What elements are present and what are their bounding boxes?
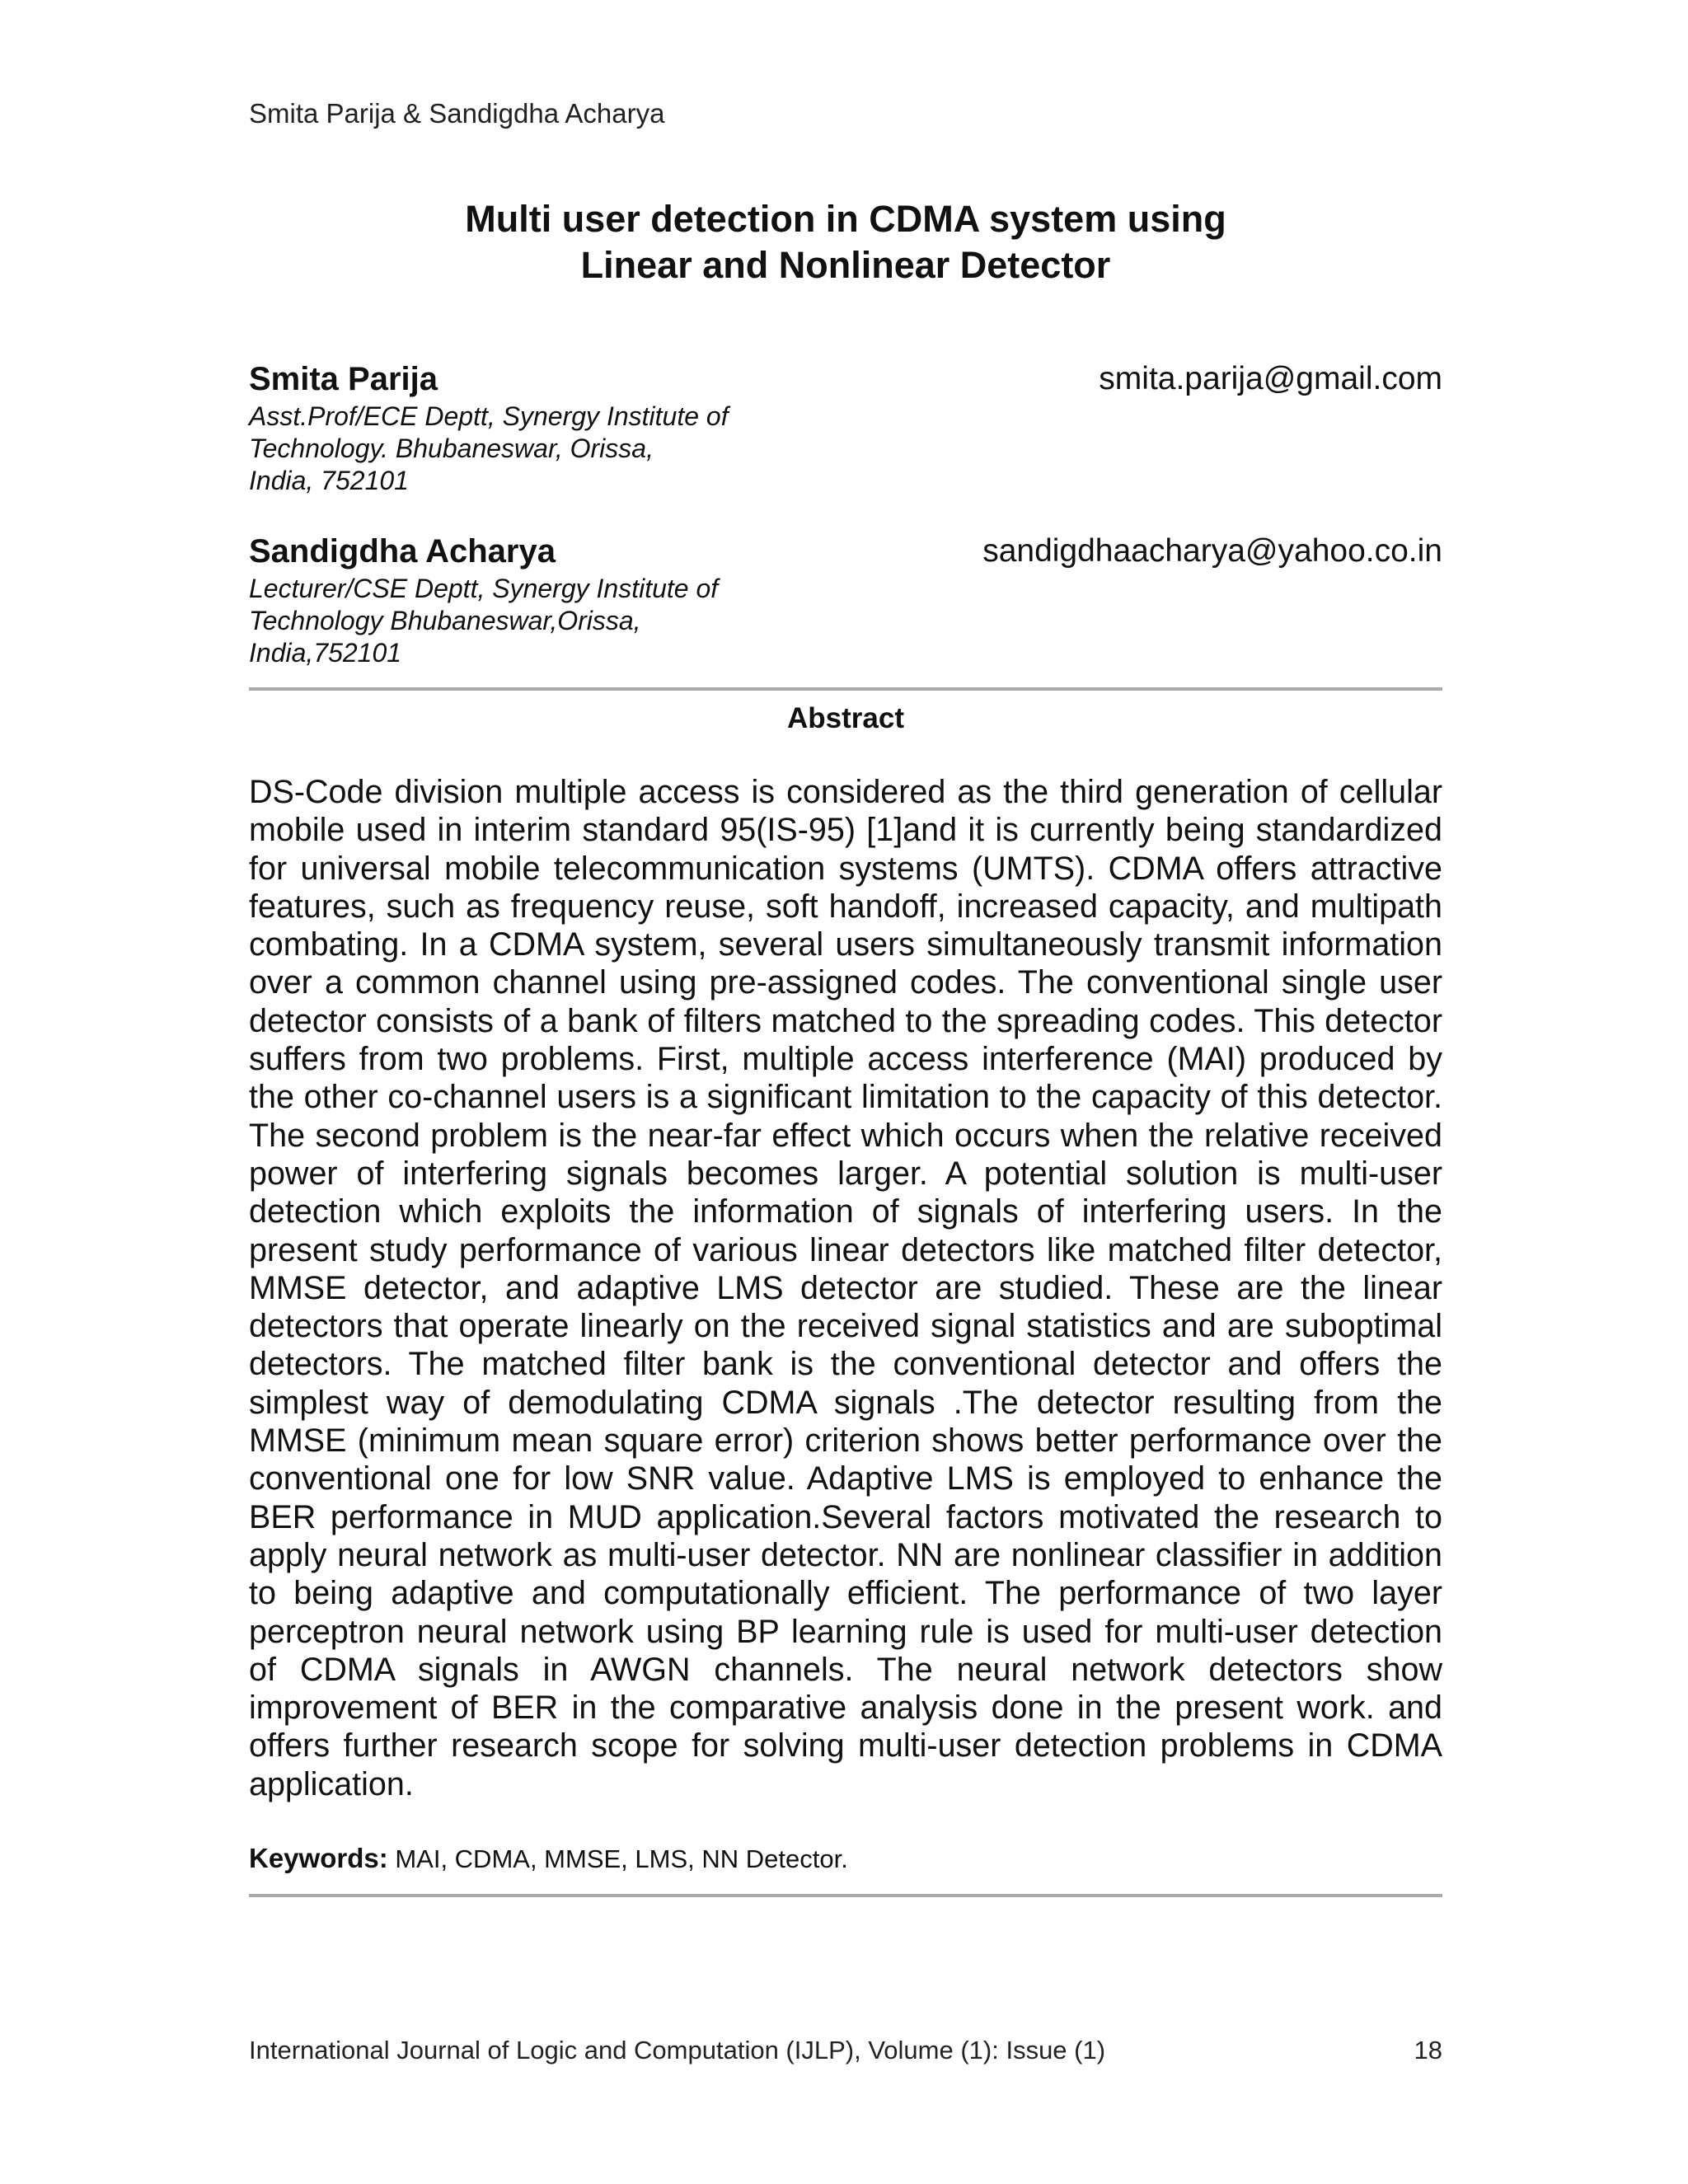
author-name: Sandigdha Acharya bbox=[249, 533, 556, 569]
author-affiliation bbox=[249, 573, 1442, 669]
page-footer bbox=[249, 2034, 1442, 2067]
keywords bbox=[249, 1842, 1442, 1876]
author-email: smita.parija@gmail.com bbox=[1099, 361, 1442, 396]
abstract-body: DS-Code division multiple access is considered as the third generation of cellular mobile used in interim standard 95(IS-95) [1]and it is currently being standardized for universal mobile telecommunication systems (UMTS). CDMA offers attractive features, such as frequency reuse, soft handoff, increased capacity, and multipath combating. In a CDMA system, several users simultaneously transmit information over a common channel using pre-assigned codes. The conventional single user detector consists of a bank of filters matched to the spreading codes. This detector suffers from two problems. First, multiple access interference (MAI) produced by the other co-channel users is a significant limitation to the capacity of this detector. The second problem is the near-far effect which occurs when the relative received power of interfering signals becomes larger. A potential solution is multi-user detection which exploits the information of signals of interfering users. In the present study performance of various linear detectors like matched filter detector, MMSE detector, and adaptive LMS detector are studied. These are the linear detectors that operate linearly on the received signal statistics and are suboptimal detectors. The matched filter bank is the conventional detector and offers the simplest way of demodulating CDMA signals .The detector resulting from the MMSE (minimum mean square error) criterion shows better performance over the conventional one for low SNR value. Adaptive LMS is employed to enhance the BER performance in MUD application.Several factors motivated the research to apply neural network as multi-user detector. NN are nonlinear classifier in addition to being adaptive and computationally efficient. The performance of two layer perceptron neural network using BP learning rule is used for multi-user detection of CDMA signals in AWGN channels. The neural network detectors show improvement of BER in the comparative analysis done in the present work. and offers further research scope for solving multi-user detection problems in CDMA application. bbox=[249, 774, 1442, 1802]
footer-journal: International Journal of Logic and Computation (IJLP), Volume (1): Issue (1) bbox=[249, 2036, 1106, 2064]
affiliation-line: Lecturer/CSE Deptt, Synergy Institute of bbox=[249, 574, 719, 603]
affiliation-line: Technology. Bhubaneswar, Orissa, bbox=[249, 434, 654, 463]
author-affiliation bbox=[249, 401, 1442, 497]
affiliation-line: India,752101 bbox=[249, 638, 402, 668]
author-name: Smita Parija bbox=[249, 361, 438, 397]
keywords-value: MAI, CDMA, MMSE, LMS, NN Detector. bbox=[387, 1844, 848, 1873]
paper-title-line-1: Multi user detection in CDMA system using bbox=[465, 198, 1226, 240]
paper-title bbox=[249, 196, 1442, 288]
page-number: 18 bbox=[1414, 2036, 1442, 2064]
abstract-heading: Abstract bbox=[787, 702, 904, 734]
paper-title-line-2: Linear and Nonlinear Detector bbox=[580, 244, 1111, 286]
affiliation-line: Asst.Prof/ECE Deptt, Synergy Institute of bbox=[249, 401, 729, 431]
author-block-1 bbox=[249, 359, 1442, 497]
divider-bottom bbox=[249, 1894, 1442, 1897]
author-block-2 bbox=[249, 532, 1442, 669]
affiliation-line: Technology Bhubaneswar,Orissa, bbox=[249, 606, 641, 635]
running-header: Smita Parija & Sandigdha Acharya bbox=[249, 98, 665, 129]
author-email: sandigdhaacharya@yahoo.co.in bbox=[982, 533, 1442, 569]
divider-top bbox=[249, 687, 1442, 691]
keywords-label: Keywords: bbox=[249, 1843, 388, 1873]
affiliation-line: India, 752101 bbox=[249, 466, 409, 495]
